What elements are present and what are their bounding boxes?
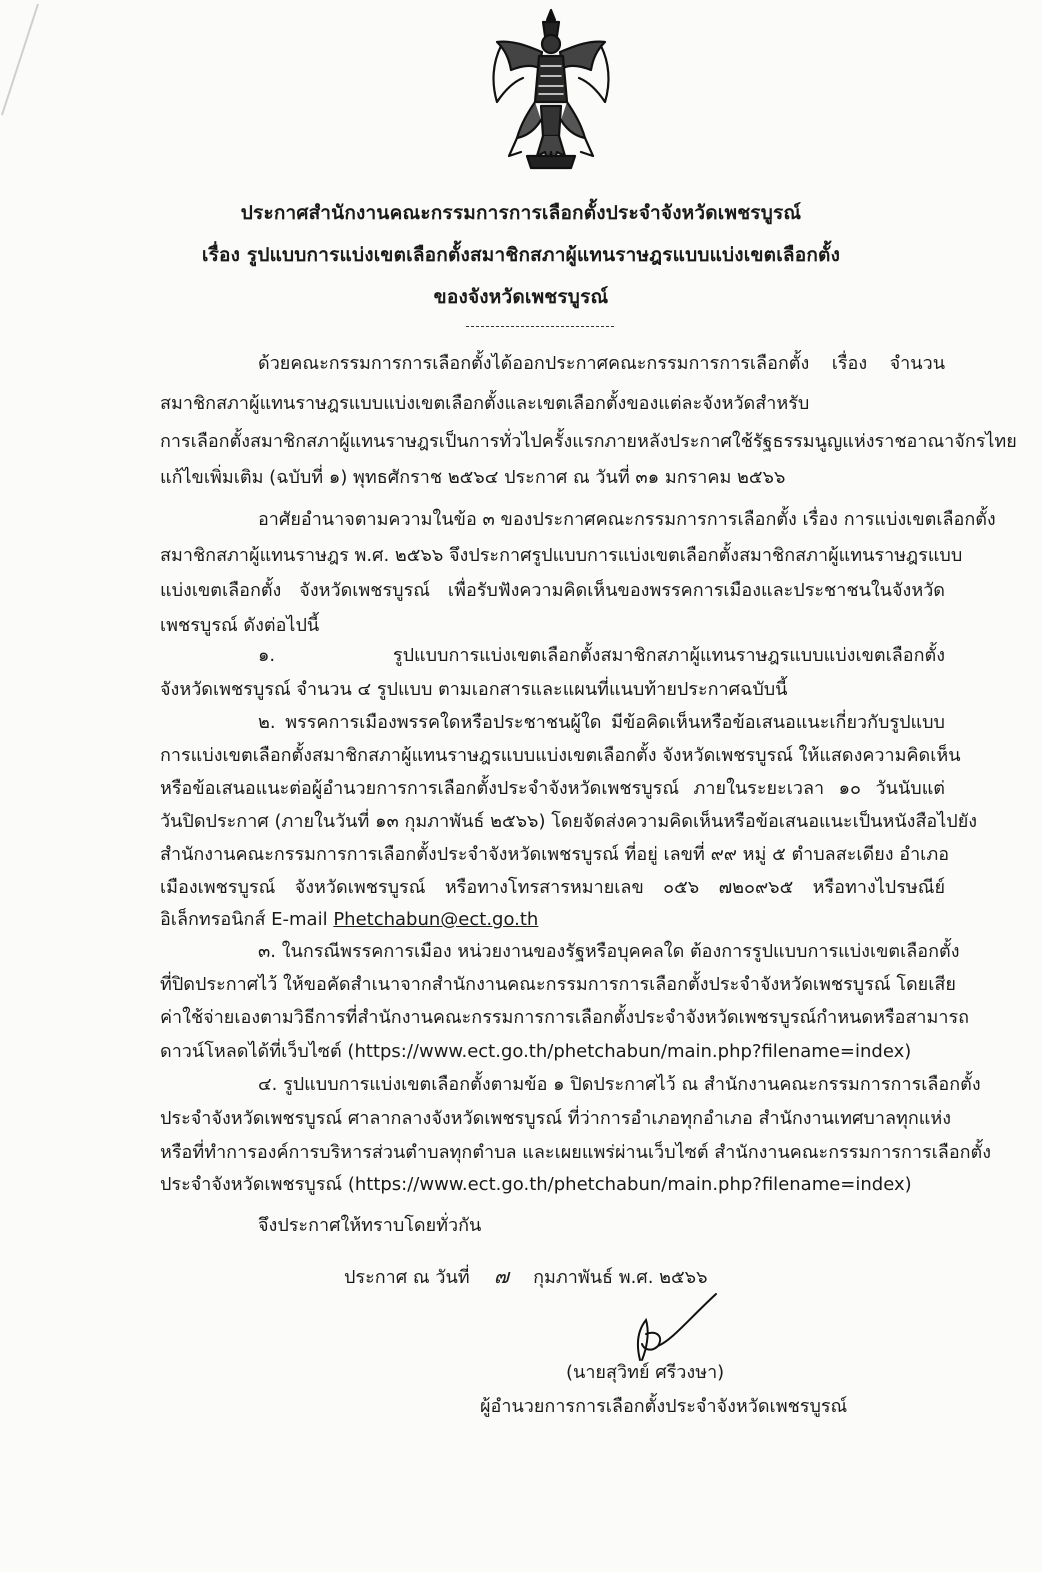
paragraph-line: สมาชิกสภาผู้แทนราษฎรแบบแบ่งเขตเลือกตั้งและเขตเลือกตั้งของแต่ละจังหวัดสำหรับ xyxy=(160,393,810,414)
garuda-emblem-icon xyxy=(487,6,615,176)
paragraph-line: การเลือกตั้งสมาชิกสภาผู้แทนราษฎรเป็นการทั่วไปครั้งแรกภายหลังประกาศใช้รัฐธรรมนูญแห่งราชอาณาจักรไทย xyxy=(160,431,1017,452)
paragraph-line: แก้ไขเพิ่มเติม (ฉบับที่ ๑) พุทธศักราช ๒๕๖๔ ประกาศ ณ วันที่ ๓๑ มกราคม ๒๕๖๖ xyxy=(160,467,786,488)
paragraph-line: ประจำจังหวัดเพชรบูรณ์ ศาลากลางจังหวัดเพชรบูรณ์ ที่ว่าการอำเภอทุกอำเภอ สำนักงานเทศบาลทุกแห่ง xyxy=(160,1108,951,1129)
paragraph-line: หรือที่ทำการองค์การบริหารส่วนตำบลทุกตำบล และเผยแพร่ผ่านเว็บไซต์ สำนักงานคณะกรรมการการเลือกตั้ง xyxy=(160,1142,992,1163)
paragraph-line: ๔. รูปแบบการแบ่งเขตเลือกตั้งตามข้อ ๑ ปิดประกาศไว้ ณ สำนักงานคณะกรรมการการเลือกตั้ง xyxy=(258,1074,981,1095)
date-prefix: ประกาศ ณ วันที่ xyxy=(344,1267,470,1288)
date-month-year: กุมภาพันธ์ พ.ศ. ๒๕๖๖ xyxy=(533,1267,708,1288)
header-divider xyxy=(466,326,614,327)
paragraph-line: ค่าใช้จ่ายเองตามวิธีการที่สำนักงานคณะกรรมการการเลือกตั้งประจำจังหวัดเพชรบูรณ์กำหนดหรือสามารถ xyxy=(160,1007,970,1028)
paragraph-line: ๒. พรรคการเมืองพรรคใดหรือประชาชนผู้ใด มีข้อคิดเห็นหรือข้อเสนอแนะเกี่ยวกับรูปแบบ xyxy=(258,712,945,733)
signature-mark xyxy=(612,1290,722,1370)
paragraph-line: ๑. รูปแบบการแบ่งเขตเลือกตั้งสมาชิกสภาผู้แทนราษฎรแบบแบ่งเขตเลือกตั้ง xyxy=(258,645,945,666)
email-label: อิเล็กทรอนิกส์ E-mail xyxy=(160,909,334,930)
paragraph-line: จังหวัดเพชรบูรณ์ จำนวน ๔ รูปแบบ ตามเอกสารและแผนที่แนบท้ายประกาศฉบับนี้ xyxy=(160,679,788,700)
paragraph-line: ที่ปิดประกาศไว้ ให้ขอคัดสำเนาจากสำนักงานคณะกรรมการการเลือกตั้งประจำจังหวัดเพชรบูรณ์ โดยเสีย xyxy=(160,974,956,995)
paragraph-line: อาศัยอำนาจตามความในข้อ ๓ ของประกาศคณะกรรมการการเลือกตั้ง เรื่อง การแบ่งเขตเลือกตั้ง xyxy=(258,509,996,530)
paragraph-line: การแบ่งเขตเลือกตั้งสมาชิกสภาผู้แทนราษฎรแบบแบ่งเขตเลือกตั้ง จังหวัดเพชรบูรณ์ ให้แสดงความคิดเห็น xyxy=(160,745,961,766)
paragraph-line: เมืองเพชรบูรณ์ จังหวัดเพชรบูรณ์ หรือทางโทรสารหมายเลข ๐๕๖ ๗๒๐๙๖๕ หรือทางไปรษณีย์ xyxy=(160,877,945,898)
paragraph-line: ประจำจังหวัดเพชรบูรณ์ (https://www.ect.go.th/phetchabun/main.php?filename=index) xyxy=(160,1174,912,1195)
paragraph-line: ๓. ในกรณีพรรคการเมือง หน่วยงานของรัฐหรือบุคคลใด ต้องการรูปแบบการแบ่งเขตเลือกตั้ง xyxy=(258,941,960,962)
header-line-1: ประกาศสำนักงานคณะกรรมการการเลือกตั้งประจำจังหวัดเพชรบูรณ์ xyxy=(240,202,802,224)
paragraph-line: สมาชิกสภาผู้แทนราษฎร พ.ศ. ๒๕๖๖ จึงประกาศรูปแบบการแบ่งเขตเลือกตั้งสมาชิกสภาผู้แทนราษฎรแบบ xyxy=(160,545,963,566)
header-line-3: ของจังหวัดเพชรบูรณ์ xyxy=(433,286,609,308)
email-link[interactable]: Phetchabun@ect.go.th xyxy=(333,909,539,930)
paragraph-line: แบ่งเขตเลือกตั้ง จังหวัดเพชรบูรณ์ เพื่อรับฟังความคิดเห็นของพรรคการเมืองและประชาชนในจังหวัด xyxy=(160,580,945,601)
paragraph-line: วันปิดประกาศ (ภายในวันที่ ๑๓ กุมภาพันธ์ ๒๕๖๖) โดยจัดส่งความคิดเห็นหรือข้อเสนอแนะเป็นหนังสือไปยัง xyxy=(160,811,978,832)
paragraph-line: ดาวน์โหลดได้ที่เว็บไซต์ (https://www.ect.go.th/phetchabun/main.php?filename=index) xyxy=(160,1041,912,1062)
paragraph-line: หรือข้อเสนอแนะต่อผู้อำนวยการการเลือกตั้งประจำจังหวัดเพชรบูรณ์ ภายในระยะเวลา ๑๐ วันนับแต่ xyxy=(160,778,945,799)
announcement-date xyxy=(344,1264,744,1290)
paragraph-line: เพชรบูรณ์ ดังต่อไปนี้ xyxy=(160,615,320,636)
signatory-name: (นายสุวิทย์ ศรีวงษา) xyxy=(566,1362,725,1383)
paragraph-line: สำนักงานคณะกรรมการการเลือกตั้งประจำจังหวัดเพชรบูรณ์ ที่อยู่ เลขที่ ๙๙ หมู่ ๕ ตำบลสะเดียง อำเภอ xyxy=(160,844,950,865)
header-line-2: เรื่อง รูปแบบการแบ่งเขตเลือกตั้งสมาชิกสภาผู้แทนราษฎรแบบแบ่งเขตเลือกตั้ง xyxy=(201,244,841,266)
paragraph-line xyxy=(160,908,945,932)
page-edge-mark xyxy=(0,0,60,120)
date-day: ๗ xyxy=(493,1264,509,1288)
signatory-position: ผู้อำนวยการการเลือกตั้งประจำจังหวัดเพชรบูรณ์ xyxy=(480,1396,848,1417)
closing-statement: จึงประกาศให้ทราบโดยทั่วกัน xyxy=(258,1215,482,1236)
paragraph-line: ด้วยคณะกรรมการการเลือกตั้งได้ออกประกาศคณะกรรมการการเลือกตั้ง เรื่อง จำนวน xyxy=(258,353,945,374)
